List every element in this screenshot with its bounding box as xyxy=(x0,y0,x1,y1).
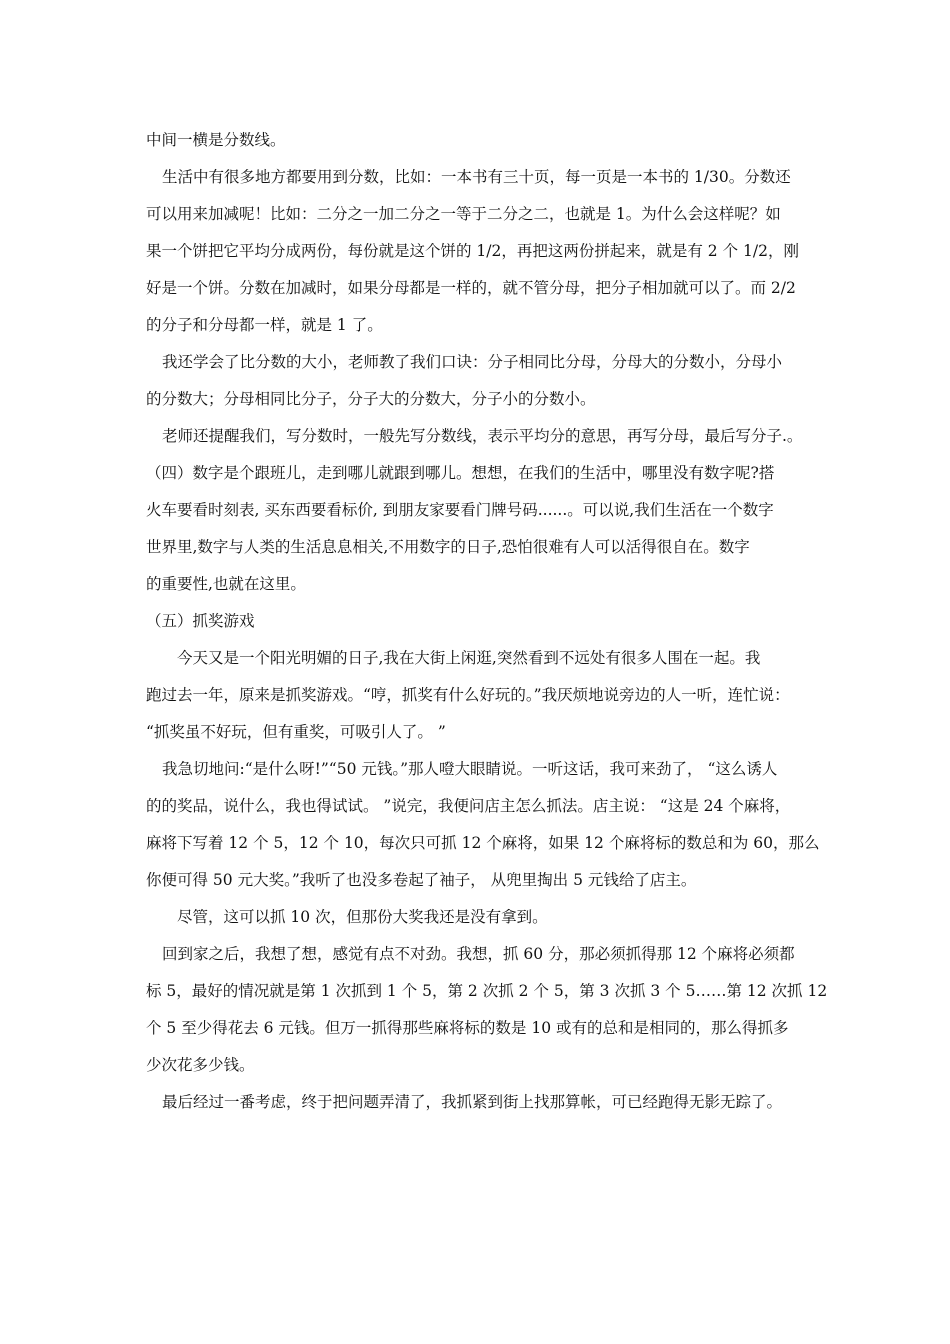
text-line: 中间一横是分数线。 xyxy=(146,131,286,149)
text-line: 最后经过一番考虑，终于把问题弄清了，我抓紧到街上找那算帐，可已经跑得无影无踪了。 xyxy=(162,1093,783,1111)
text-line: 的分子和分母都一样，就是 1 了。 xyxy=(146,316,383,334)
text-line: 好是一个饼。分数在加减时，如果分母都是一样的，就不管分母，把分子相加就可以了。而 2/2 xyxy=(146,279,796,297)
text-line: 果一个饼把它平均分成两份，每份就是这个饼的 1/2，再把这两份拼起来，就是有 2 个 1/2，刚 xyxy=(146,242,799,260)
text-line: 少次花多少钱。 xyxy=(146,1056,255,1074)
text-line: 生活中有很多地方都要用到分数，比如：一本书有三十页，每一页是一本书的 1/30。分数还 xyxy=(162,168,791,186)
text-line: 的的奖品，说什么，我也得试试。 ”说完，我便问店主怎么抓法。店主说： “这是 24 个麻将， xyxy=(146,797,791,815)
text-line: 个 5 至少得花去 6 元钱。但万一抓得那些麻将标的数是 10 或有的总和是相同的，那么得抓多 xyxy=(146,1019,789,1037)
document-body xyxy=(146,122,828,1121)
text-line: 你便可得 50 元大奖。”我听了也没多卷起了袖子， 从兜里掏出 5 元钱给了店主。 xyxy=(146,871,697,889)
text-line: 今天又是一个阳光明媚的日子,我在大街上闲逛,突然看到不远处有很多人围在一起。我 xyxy=(177,649,761,667)
text-line: 尽管，这可以抓 10 次，但那份大奖我还是没有拿到。 xyxy=(177,908,548,926)
text-line: 我还学会了比分数的大小，老师教了我们口诀：分子相同比分母，分母大的分数小，分母小 xyxy=(162,353,783,371)
text-line: 标 5，最好的情况就是第 1 次抓到 1 个 5，第 2 次抓 2 个 5，第 3 次抓 3 个 5……第 12 次抓 12 xyxy=(146,982,828,1000)
text-line: （四）数字是个跟班儿，走到哪儿就跟到哪儿。想想，在我们的生活中，哪里没有数字呢?搭 xyxy=(146,464,775,482)
text-line: 可以用来加减呢！比如：二分之一加二分之一等于二分之二，也就是 1。为什么会这样呢？如 xyxy=(146,205,781,223)
text-line: 世界里,数字与人类的生活息息相关,不用数字的日子,恐怕很难有人可以活得很自在。数字 xyxy=(146,538,750,556)
text-line: 的重要性,也就在这里。 xyxy=(146,575,306,593)
text-line: “抓奖虽不好玩，但有重奖，可吸引人了。 ” xyxy=(146,723,446,741)
section-heading: （五）抓奖游戏 xyxy=(146,612,255,630)
text-line: 回到家之后，我想了想，感觉有点不对劲。我想，抓 60 分，那必须抓得那 12 个麻将必须都 xyxy=(162,945,795,963)
text-line: 火车要看时刻表, 买东西要看标价, 到朋友家要看门牌号码......。可以说,我们生活在一个数字 xyxy=(146,501,774,519)
text-line: 老师还提醒我们，写分数时，一般先写分数线，表示平均分的意思，再写分母，最后写分子.。 xyxy=(162,427,803,445)
text-line: 跑过去一年，原来是抓奖游戏。“哼，抓奖有什么好玩的。”我厌烦地说旁边的人一听，连忙说： xyxy=(146,686,790,704)
text-line: 我急切地问:“是什么呀!”“50 元钱。”那人噔大眼睛说。一听这话，我可来劲了， “这么诱人 xyxy=(162,760,778,778)
text-line: 的分数大；分母相同比分子，分子大的分数大，分子小的分数小。 xyxy=(146,390,596,408)
text-line: 麻将下写着 12 个 5，12 个 10，每次只可抓 12 个麻将，如果 12 个麻将标的数总和为 60，那么 xyxy=(146,834,820,852)
